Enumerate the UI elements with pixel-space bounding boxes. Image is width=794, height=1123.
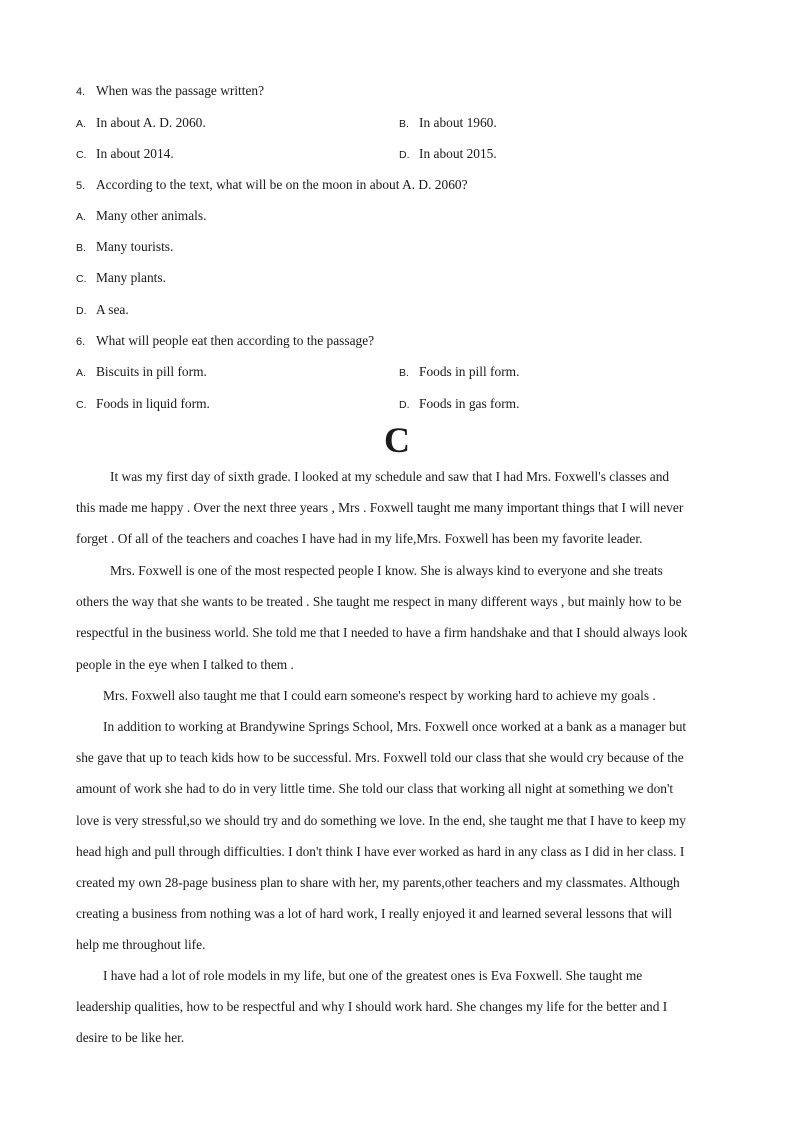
- question-number: 4.: [76, 86, 86, 98]
- option-5b: B. Many tourists.: [76, 239, 174, 254]
- question-number: 5.: [76, 180, 86, 192]
- question-4: [76, 83, 264, 100]
- option-6b: B. Foods in pill form.: [399, 364, 520, 379]
- question-6: [76, 333, 374, 350]
- passage-paragraph-4: In addition to working at Brandywine Springs School, Mrs. Foxwell once worked at a bank as a manager but she gave that up to teach kids how to be successful. Mrs. Foxwell told our class that she would cry because of the amount of work she had to do in very little time. She told our class that working all night at something we don't love is very stressful,so we should try and do something we love. In the end, she taught me that I have to keep my head high and pull through difficulties. I don't think I have ever worked as hard in any class as I did in her class. I created my own 28-page business plan to share with her, my parents,other teachers and my classmates. Although creating a business from nothing was a lot of hard work, I really enjoyed it and learned several lessons that will help me throughout life.: [76, 719, 687, 953]
- question-text: What will people eat then according to the passage?: [96, 333, 375, 348]
- passage-paragraph-2: Mrs. Foxwell is one of the most respected people I know. She is always kind to everyone and she treats others the way that she wants to be treated . She taught me respect in many different ways , but mainly how to be respectful in the business world. She told me that I needed to have a firm handshake and that I should always look people in the eye when I talked to them .: [76, 563, 688, 672]
- option-4a: A. In about A. D. 2060.: [76, 115, 206, 130]
- option-5d: D. A sea.: [76, 302, 129, 317]
- option-5c: C. Many plants.: [76, 270, 166, 285]
- option-6d: D. Foods in gas form.: [399, 396, 520, 411]
- option-4b: B. In about 1960.: [399, 115, 497, 130]
- question-5: [76, 177, 468, 194]
- passage-paragraph-1: It was my first day of sixth grade. I looked at my schedule and saw that I had Mrs. Foxwell's classes and this made me happy . Over the next three years , Mrs . Foxwell taught me many important things that I will never forget . Of all of the teachers and coaches I have had in my life,Mrs. Foxwell has been my favorite leader.: [76, 469, 684, 547]
- option-4d: D. In about 2015.: [399, 146, 497, 161]
- option-5a: A. Many other animals.: [76, 208, 207, 223]
- question-number: 6.: [76, 336, 86, 348]
- option-4c: C. In about 2014.: [76, 146, 174, 161]
- question-text: When was the passage written?: [96, 83, 265, 98]
- question-text: According to the text, what will be on the moon in about A. D. 2060?: [96, 177, 468, 192]
- option-6a: A. Biscuits in pill form.: [76, 364, 207, 379]
- passage-paragraph-5: I have had a lot of role models in my life, but one of the greatest ones is Eva Foxwell. She taught me leadership qualities, how to be respectful and why I should work hard. She changes my life for the better and I desire to be like her.: [76, 968, 668, 1046]
- passage-paragraph-3: Mrs. Foxwell also taught me that I could earn someone's respect by working hard to achieve my goals .: [103, 688, 656, 703]
- section-title: C: [384, 420, 410, 460]
- option-6c: C. Foods in liquid form.: [76, 396, 210, 411]
